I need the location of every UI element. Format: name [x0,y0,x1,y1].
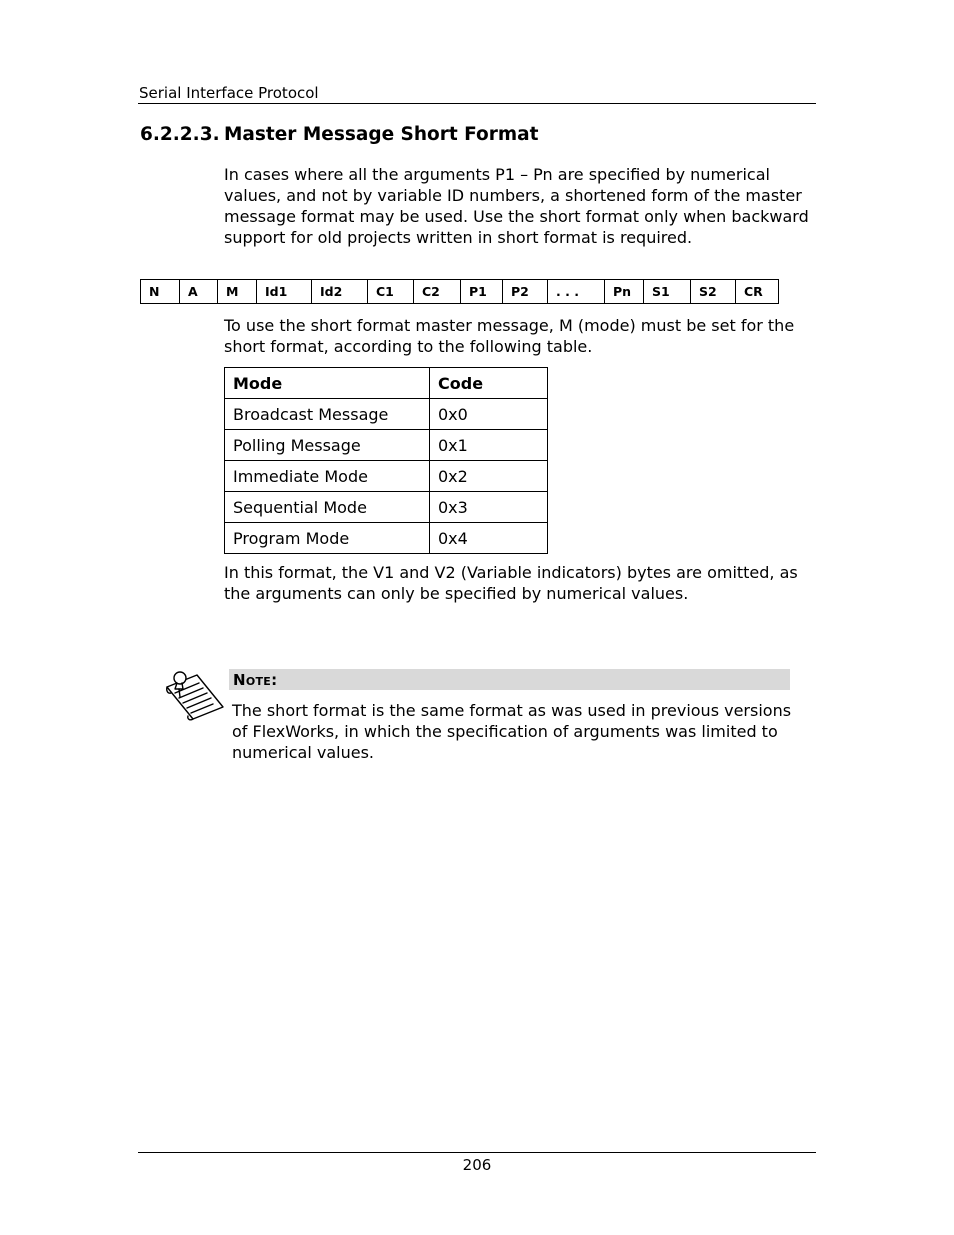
message-format-row [141,280,779,304]
table-row [225,399,548,430]
code-cell: 0x0 [430,399,548,430]
format-cell: P1 [461,280,503,304]
format-cell: Pn [605,280,644,304]
format-cell: Id1 [257,280,312,304]
note-pad-pin-icon [163,667,227,723]
code-cell: 0x3 [430,492,548,523]
format-cell: N [141,280,180,304]
mode-cell: Broadcast Message [225,399,430,430]
format-cell: M [218,280,257,304]
intro-paragraph: In cases where all the arguments P1 – Pn are specified by numerical values, and not by variable ID numbers, a shortened form of the master message format may be used. Use the short format only when backward support for old projects written in short format is required. [224,165,809,247]
code-cell: 0x2 [430,461,548,492]
note-text: The short format is the same format as was used in previous versions of FlexWorks, in which the specification of arguments was limited to numerical values. [232,701,792,762]
message-format-table [140,279,779,304]
mode-code-table [224,367,548,554]
table-row [225,492,548,523]
mode-cell: Polling Message [225,430,430,461]
format-cell: CR [736,280,779,304]
format-cell: Id2 [312,280,368,304]
section-title: Master Message Short Format [224,124,539,145]
table-header-row [225,368,548,399]
table-row [225,461,548,492]
note-header-bar [229,669,790,690]
format-cell: C1 [368,280,414,304]
format-cell: A [180,280,218,304]
mode-cell: Immediate Mode [225,461,430,492]
format-cell: C2 [414,280,461,304]
table-row [225,430,548,461]
mode-intro-paragraph: To use the short format master message, M (mode) must be set for the short format, according to the following table. [224,316,795,356]
omitted-bytes-paragraph: In this format, the V1 and V2 (Variable indicators) bytes are omitted, as the arguments can only be specified by numerical values. [224,563,798,603]
format-cell: S1 [644,280,691,304]
format-cell: S2 [691,280,736,304]
page-number: 206 [462,1156,492,1174]
section-heading [140,124,539,145]
column-header-mode: Mode [225,368,430,399]
section-number: 6.2.2.3. [140,124,220,145]
note-label: Note: [233,671,278,689]
footer-rule [138,1152,816,1153]
header-rule [138,103,816,104]
code-cell: 0x1 [430,430,548,461]
running-header: Serial Interface Protocol [139,84,319,102]
format-cell: . . . [548,280,605,304]
table-row [225,523,548,554]
format-cell: P2 [503,280,548,304]
mode-cell: Program Mode [225,523,430,554]
mode-cell: Sequential Mode [225,492,430,523]
column-header-code: Code [430,368,548,399]
code-cell: 0x4 [430,523,548,554]
